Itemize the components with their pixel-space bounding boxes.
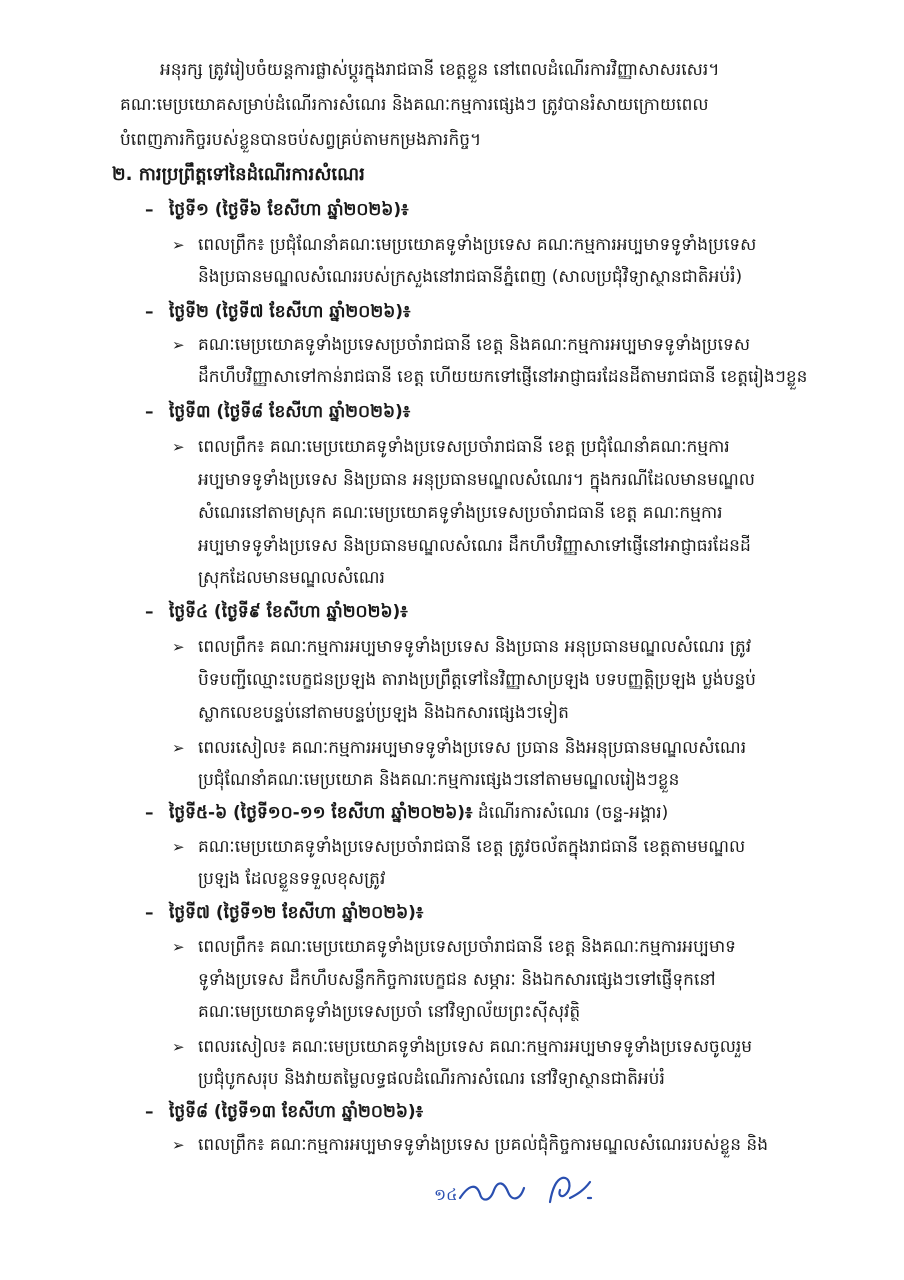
- day-3-bullet-1-line-5: ស្រុកដែលមានមណ្ឌលសំណេរ: [198, 568, 385, 588]
- dash-marker: –: [145, 402, 154, 422]
- initials-signature-2: [550, 1178, 591, 1202]
- day-4-bullet-1-line-1: ➢ ពេលព្រឹក៖ គណៈកម្មការអប្បមាទទូទាំងប្រទេស និងប្រធាន អនុប្រធានមណ្ឌលសំណេរ ត្រូវ: [172, 632, 751, 662]
- day-8-bullet-1-line-1: ➢ ពេលព្រឹក៖ គណៈកម្មការអប្បមាទទូទាំងប្រទេស ប្រគល់ជុំកិច្ចការមណ្ឌលសំណេររបស់ខ្លួន និង: [172, 1130, 768, 1160]
- day-7-title: – ថ្ងៃទី៧ (ថ្ងៃទី១២ ខែសីហា ឆ្នាំ២០២៦)៖: [145, 898, 423, 928]
- day-3-bullet-1-line-4: អប្បមាទទូទាំងប្រទេស និងប្រធានមណ្ឌលសំណេរ ដឹកហឹបវិញ្ញាសាទៅផ្ញើនៅអាជ្ញាធរដែនដី: [198, 536, 751, 556]
- day-7-bullet-1-line-1: ➢ ពេលព្រឹក៖ គណៈមេប្រយោគទូទាំងប្រទេសប្រចាំរាជធានី ខេត្ត និងគណៈកម្មការអប្បមាទ: [172, 932, 736, 962]
- arrow-bullet-icon: ➢: [172, 838, 185, 856]
- day-1-bullet-1-line-2: និងប្រធានមណ្ឌលសំណេររបស់ក្រសួងនៅរាជធានីភ្នំពេញ (សាលប្រជុំវិទ្យាស្ថានជាតិអប់រំ): [198, 267, 743, 287]
- day-4-title: – ថ្ងៃទី៤ (ថ្ងៃទី៩ ខែសីហា ឆ្នាំ២០២៦)៖: [145, 597, 408, 627]
- arrow-bullet-icon: ➢: [172, 1038, 185, 1056]
- arrow-bullet-icon: ➢: [172, 638, 185, 656]
- intro-line-3: បំពេញភារកិច្ចរបស់ខ្លួនបានចប់សព្វគ្រប់តាមកម្រងភារកិច្ច។: [120, 130, 482, 150]
- dash-marker: –: [145, 1102, 154, 1122]
- day-2-title: – ថ្ងៃទី២ (ថ្ងៃទី៧ ខែសីហា ឆ្នាំ២០២៦)៖: [145, 297, 410, 327]
- day-2-bullet-1-line-2: ដឹកហឹបវិញ្ញាសាទៅកាន់រាជធានី ខេត្ត ហើយយកទៅផ្ញើនៅអាជ្ញាធរដែនដីតាមរាជធានី ខេត្តរៀងៗខ្លួន: [198, 367, 808, 387]
- day-3-bullet-1-line-1: ➢ ពេលព្រឹក៖ គណៈមេប្រយោគទូទាំងប្រទេសប្រចាំរាជធានី ខេត្ត ប្រជុំណែនាំគណៈកម្មការ: [172, 432, 730, 462]
- day-7-bullet-2-line-2: ប្រជុំបូកសរុប និងវាយតម្លៃលទ្ធផលដំណើរការសំណេរ នៅវិទ្យាស្ថានជាតិអប់រំ: [198, 1069, 665, 1089]
- day-4-bullet-1-line-2: បិទបញ្ជីឈ្មោះបេក្ខជនប្រឡង តារាងប្រព្រឹត្តទៅនៃវិញ្ញាសាប្រឡង បទបញ្ញត្តិប្រឡង ប្លង់បន្ទប់: [198, 670, 756, 690]
- day-1-bullet-1-line-1: ➢ ពេលព្រឹក៖ ប្រជុំណែនាំគណៈមេប្រយោគទូទាំងប្រទេស គណៈកម្មការអប្បមាទទូទាំងប្រទេស: [172, 230, 756, 260]
- day-4-bullet-2-line-1: ➢ ពេលរសៀល៖ គណៈកម្មការអប្បមាទទូទាំងប្រទេស ប្រធាន និងអនុប្រធានមណ្ឌលសំណេរ: [172, 733, 746, 763]
- page-footer: [420, 1168, 640, 1212]
- day-5-6-title-suffix: ដំណើរការសំណេរ (ចន្ទ-អង្គារ): [472, 803, 669, 823]
- arrow-bullet-icon: ➢: [172, 438, 185, 456]
- day-2-bullet-1-line-1: ➢ គណៈមេប្រយោគទូទាំងប្រទេសប្រចាំរាជធានី ខេត្ត និងគណៈកម្មការអប្បមាទទូទាំងប្រទេស: [172, 330, 750, 360]
- handwritten-page-mark: [420, 1168, 640, 1212]
- day-5-6-bullet-1-line-1: ➢ គណៈមេប្រយោគទូទាំងប្រទេសប្រចាំរាជធានី ខេត្ត ត្រូវចល័តក្នុងរាជធានី ខេត្តតាមមណ្ឌល: [172, 832, 745, 862]
- day-3-title: – ថ្ងៃទី៣ (ថ្ងៃទី៨ ខែសីហា ឆ្នាំ២០២៦)៖: [145, 397, 410, 427]
- day-7-bullet-1-line-2: ទូទាំងប្រទេស ដឹកហឹបសន្លឹកកិច្ចការបេក្ខជន សម្ភារៈ និងឯកសារផ្សេងៗទៅផ្ញើទុកនៅ: [198, 970, 716, 990]
- dash-marker: –: [145, 602, 154, 622]
- day-7-bullet-2-line-1: ➢ ពេលរសៀល៖ គណៈមេប្រយោគទូទាំងប្រទេស គណៈកម្មការអប្បមាទទូទាំងប្រទេសចូលរួម: [172, 1032, 752, 1062]
- dash-marker: –: [145, 903, 154, 923]
- intro-line-2: គណៈមេប្រយោគសម្រាប់ដំណើរការសំណេរ និងគណៈកម្មការផ្សេងៗ ត្រូវបានរំសាយក្រោយពេល: [120, 95, 709, 115]
- dash-marker: –: [145, 302, 154, 322]
- day-8-title: – ថ្ងៃទី៨ (ថ្ងៃទី១៣ ខែសីហា ឆ្នាំ២០២៦)៖: [145, 1097, 423, 1127]
- arrow-bullet-icon: ➢: [172, 336, 185, 354]
- arrow-bullet-icon: ➢: [172, 739, 185, 757]
- page-number: ១៤: [434, 1185, 458, 1204]
- section-heading: ២. ការប្រព្រឹត្តទៅនៃដំណើរការសំណេរ: [112, 164, 365, 185]
- arrow-bullet-icon: ➢: [172, 236, 185, 254]
- day-3-bullet-1-line-3: សំណេរនៅតាមស្រុក គណៈមេប្រយោគទូទាំងប្រទេសប្រចាំរាជធានី ខេត្ត គណៈកម្មការ: [198, 503, 723, 523]
- day-5-6-bullet-1-line-2: ប្រឡង ដែលខ្លួនទទួលខុសត្រូវ: [198, 869, 386, 889]
- intro-line-1: អនុរក្ស ត្រូវរៀបចំយន្តការផ្លាស់ប្តូរក្នុងរាជធានី ខេត្តខ្លួន នៅពេលដំណើរការវិញ្ញាសាសរសេរ។: [160, 60, 720, 80]
- day-1-title: – ថ្ងៃទី១ (ថ្ងៃទី៦ ខែសីហា ឆ្នាំ២០២៦)៖: [145, 195, 409, 225]
- day-3-bullet-1-line-2: អប្បមាទទូទាំងប្រទេស និងប្រធាន អនុប្រធានមណ្ឌលសំណេរ។ ក្នុងករណីដែលមានមណ្ឌល: [198, 470, 755, 490]
- arrow-bullet-icon: ➢: [172, 1136, 185, 1154]
- arrow-bullet-icon: ➢: [172, 938, 185, 956]
- dash-marker: –: [145, 803, 154, 823]
- day-4-bullet-2-line-2: ប្រជុំណែនាំគណៈមេប្រយោគ និងគណៈកម្មការផ្សេងៗនៅតាមមណ្ឌលរៀងៗខ្លួន: [198, 770, 680, 790]
- dash-marker: –: [145, 200, 154, 220]
- day-4-bullet-1-line-3: ស្លាកលេខបន្ទប់នៅតាមបន្ទប់ប្រឡង និងឯកសារផ្សេងៗទៀត: [198, 703, 569, 723]
- day-5-6-title: – ថ្ងៃទី៥-៦ (ថ្ងៃទី១០-១១ ខែសីហា ឆ្នាំ២០២៦)៖ ដំណើរការសំណេរ (ចន្ទ-អង្គារ): [145, 798, 668, 828]
- day-7-bullet-1-line-3: គណៈមេប្រយោគទូទាំងប្រទេសប្រចាំ នៅវិទ្យាល័យព្រះស៊ីសុវត្ថិ: [198, 1002, 581, 1022]
- initials-signature-1: [460, 1183, 524, 1199]
